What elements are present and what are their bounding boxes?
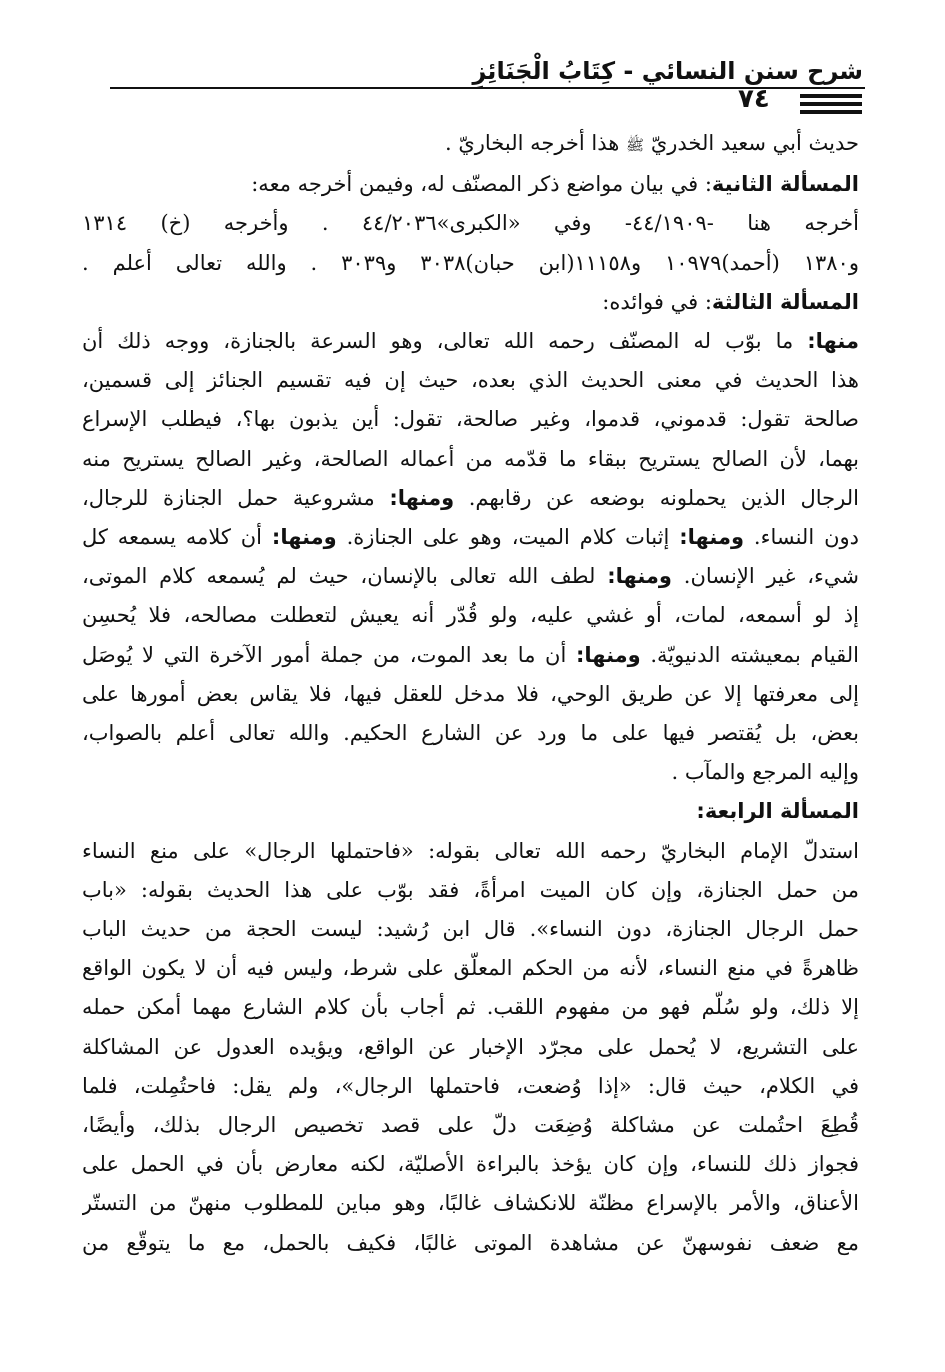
text-line: إلى معرفتها إلا عن طريق الوحي، فلا مدخل للعقل فيها، فلا يقاس بعض أمورها على bbox=[82, 681, 859, 706]
text-line: قُطِعَ احتُملت عن مشاكلة وُضِعَت دلّ على قصد تخصيص الرجال بذلك، وأيضًا، bbox=[82, 1113, 859, 1138]
benefit-keyword: منها: bbox=[807, 329, 859, 354]
issue-three-line: المسألة الثالثة: في فوائده: bbox=[602, 289, 859, 314]
body-text bbox=[82, 124, 859, 1263]
text-line: أخرجه هنا -٤٤/١٩٠٩- وفي «الكبرى»٤٤/٢٠٣٦ . وأخرجه (خ) ١٣١٤ bbox=[82, 211, 859, 236]
text-line: استدلّ الإمام البخاريّ رحمه الله تعالى بقوله: «فاحتملها الرجال» على منع النساء bbox=[82, 838, 859, 863]
issue-four-line bbox=[82, 792, 859, 831]
issue-four-heading: المسألة الرابعة: bbox=[696, 799, 859, 824]
text-line: إلا ذلك، ولو سُلّم فهو من مفهوم اللقب. ثم أجاب بأن كلام الشارع مهما أمكن حمله bbox=[82, 995, 859, 1020]
text-line: على التشريع، لا يُحمل على مجرّد الإخبار عن الواقع، ويؤيده العدول عن المشاكلة bbox=[82, 1034, 859, 1059]
text-line: دون النساء. ومنها: إثبات كلام الميت، وهو على الجنازة. ومنها: أن كلامه يسمعه كل bbox=[82, 525, 859, 550]
benefit-keyword: ومنها: bbox=[607, 564, 672, 589]
text-line: بهما، لأن الصالح يستريح ببقاء ما قدّمه من أعماله الصالحة، وغير الصالح يستريح منه bbox=[82, 446, 859, 471]
text-line: صالحة تقول: قدموني، قدموا، وغير صالحة، تقول: أين يذبون بها؟، فيطلب الإسراع bbox=[82, 407, 859, 432]
text-line: إذ لو أسمعه، لمات، أو غشي عليه، ولو قُدّر أنه يعيش لتعطلت مصالحه، فلا يُحسِن bbox=[82, 603, 859, 628]
text-line: شيء، غير الإنسان. ومنها: لطف الله تعالى بالإنسان، حيث لم يُسمعه كلام الموتى، bbox=[82, 564, 859, 589]
text-line: من حمل الجنازة، وإن كان الميت امرأةً، فقد بوّب على هذا الحديث بقوله: «باب bbox=[82, 877, 859, 902]
text-line: الأعناق، والأمر بالإسراع مظنّة للانكشاف غالبًا، وهو مباين للمطلوب منهنّ من التستّر bbox=[82, 1191, 859, 1216]
text-line: هذا الحديث في معنى الحديث الذي بعده، حيث إن فيه تقسيم الجنائز إلى قسمين، bbox=[82, 368, 859, 393]
benefit-keyword: ومنها: bbox=[271, 525, 337, 550]
text-line: حديث أبي سعيد الخدريّ ﷺ هذا أخرجه البخاريّ . bbox=[444, 131, 859, 155]
text-line: وإليه المرجع والمآب . bbox=[671, 760, 859, 785]
page-number: ٧٤ bbox=[738, 84, 770, 114]
text-line: حمل الرجال الجنازة، دون النساء». قال ابن رُشيد: ليست الحجة من حديث الباب bbox=[82, 917, 859, 942]
text-line: و١٣٨٠ (أحمد)١٠٩٧٩ و١١١٥٨(ابن حبان)٣٠٣٨ و٣٠٣٩ . والله تعالى أعلم . bbox=[82, 250, 859, 275]
issue-three-heading: المسألة الثالثة bbox=[711, 289, 859, 314]
benefit-keyword: ومنها: bbox=[679, 525, 745, 550]
text-line: منها: ما بوّب له المصنّف رحمه الله تعالى، وهو السرعة بالجنازة، ووجه ذلك أن bbox=[82, 329, 859, 354]
text-line: ظاهرةً في منع النساء، لأنه من الحكم المعلّق على شرط، وليس فيه أن لا يكون الواقع bbox=[82, 956, 859, 981]
benefit-keyword: ومنها: bbox=[575, 642, 641, 667]
header-rule-short bbox=[800, 94, 862, 98]
text-line: مع ضعف نفوسهنّ عن مشاهدة الموتى غالبًا، فكيف بالحمل، مع ما يتوقّع من bbox=[82, 1230, 859, 1255]
honorific-symbol: ﷺ bbox=[626, 136, 645, 154]
header-rule-short bbox=[800, 102, 862, 106]
running-header-title: شرح سنن النسائي - كِتَابُ الْجَنَائِزِ bbox=[472, 57, 863, 85]
text-line: الرجال الذين يحملونه بوضعه عن رقابهم. ومنها: مشروعية حمل الجنازة للرجال، bbox=[82, 485, 859, 510]
text-line: فجواز ذلك للنساء، وإن كان يؤخذ بالبراءة الأصليّة، لكنه معارض بأن في الحمل على bbox=[82, 1152, 859, 1177]
issue-two-heading: المسألة الثانية bbox=[711, 172, 859, 197]
text-line: بعض، بل يُقتصر فيها على ما ورد عن الشارع الحكيم. والله تعالى أعلم بالصواب، bbox=[82, 721, 859, 746]
header-rule-short bbox=[800, 110, 862, 114]
text-line: في الكلام، حيث قال: «إذا وُضعت، فاحتملها الرجال»، ولم يقل: فاحتُمِلت، فلما bbox=[82, 1073, 859, 1098]
issue-two-line: المسألة الثانية: في بيان مواضع ذكر المصنّف له، وفيمن أخرجه معه: bbox=[251, 172, 859, 197]
text-line: القيام بمعيشته الدنيويّة. ومنها: أن ما بعد الموت، من جملة أمور الآخرة التي لا يُوصَل bbox=[82, 642, 859, 667]
benefit-keyword: ومنها: bbox=[389, 485, 455, 510]
